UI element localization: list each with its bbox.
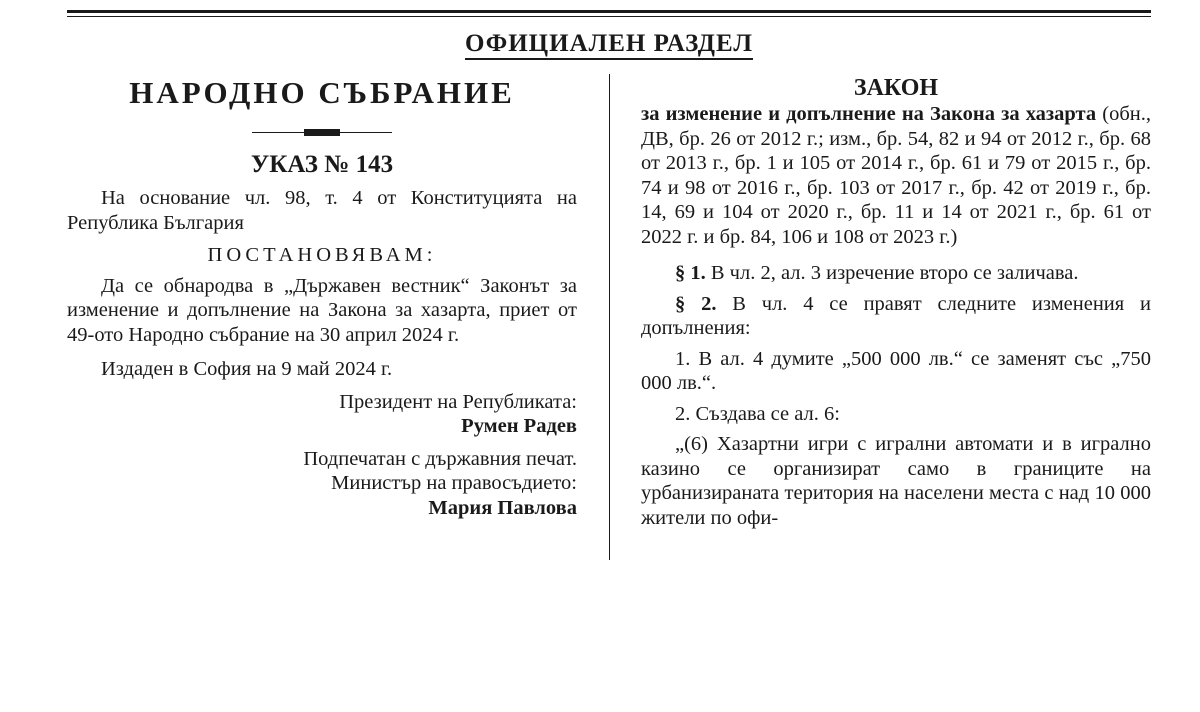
- section-1-mark: § 1.: [675, 262, 706, 284]
- assembly-heading: НАРОДНО СЪБРАНИЕ: [129, 75, 515, 110]
- section-2: [641, 292, 1151, 341]
- column-divider: [609, 74, 610, 560]
- law-subtitle: за изменение и допълнение на Закона за хазарта: [641, 103, 1097, 125]
- section-2-mark: § 2.: [675, 292, 717, 315]
- minister-name: Мария Павлова: [428, 496, 577, 519]
- section-title-text: ОФИЦИАЛЕН РАЗДЕЛ: [465, 30, 753, 60]
- section-title: [0, 30, 1200, 58]
- law-title: ЗАКОН: [853, 75, 939, 101]
- president-label: Президент на Републиката:: [339, 390, 577, 413]
- section-2-item-1: 1. В ал. 4 думите „500 000 лв.“ се заменят със „750 000 лв.“.: [641, 347, 1151, 394]
- decree-basis: На основание чл. 98, т. 4 от Конституцията на Република България: [67, 187, 577, 234]
- decree-publish: Да се обнародва в „Държавен вестник“ Законът за изменение и допълнение на Закона за хазарта, приет от 49-ото Народно събрание на 30 април 2024 г.: [67, 274, 577, 346]
- left-column: [67, 70, 577, 520]
- decree-title: УКАЗ № 143: [250, 151, 394, 178]
- section-1-text: В чл. 2, ал. 3 изречение второ се заличава.: [705, 262, 1079, 284]
- sealed-note: Подпечатан с държавния печат.: [303, 447, 577, 470]
- section-2-item-2: 2. Създава се ал. 6:: [675, 402, 840, 425]
- ornament-divider: [67, 124, 577, 144]
- top-rule-thick: [67, 10, 1151, 13]
- section-2-text: В чл. 4 се правят следните изменения и допълнения:: [641, 292, 1151, 339]
- ornament-bar: [304, 129, 340, 136]
- decree-resolve: ПОСТАНОВЯВАМ:: [207, 244, 437, 266]
- top-rule-thin: [67, 16, 1151, 17]
- section-1: [641, 261, 1151, 286]
- right-column: [641, 74, 1151, 530]
- minister-label: Министър на правосъдието:: [331, 472, 577, 494]
- decree-issued: Издаден в София на 9 май 2024 г.: [101, 358, 393, 380]
- president-name: Румен Радев: [461, 415, 577, 437]
- law-header: [641, 102, 1151, 249]
- law-refs: (обн., ДВ, бр. 26 от 2012 г.; изм., бр. 54, 82 и 94 от 2012 г., бр. 68 от 2013 г., бр. 1 и 105 от 2014 г., бр. 61 и 79 от 2015 г., бр. 74 и 98 от 2016 г., бр. 103 от 2017 г., бр. 42 от 2019 г., бр. 14, 69 и 104 от 2020 г., бр. 11 и 14 от 2021 г., бр. 61 от 2022 г. и бр. 84, 106 и 108 от 2023 г.): [641, 103, 1151, 248]
- section-2-item-2-quote: „(6) Хазартни игри с игрални автомати и в игрално казино се организират само в границите на урбанизираната територия на населени места с над 10 000 жители по офи-: [641, 433, 1151, 529]
